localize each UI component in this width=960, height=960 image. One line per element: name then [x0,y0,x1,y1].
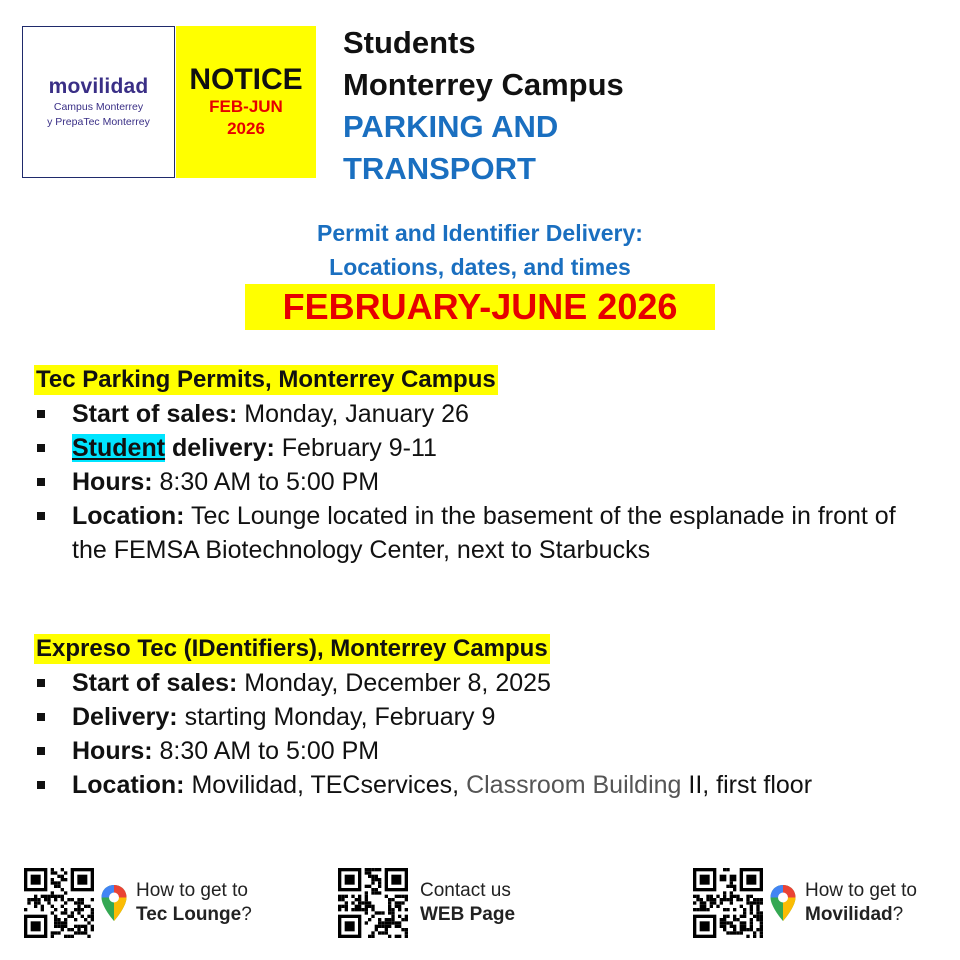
parking-permits-list [34,397,934,567]
map-pin-icon [769,884,797,922]
student-highlight: Student [72,434,166,462]
item-value: February 9-11 [274,434,437,462]
notice-badge [176,26,316,178]
header-topic-1: PARKING AND [343,109,559,144]
section-title: Tec Parking Permits, Monterrey Campus [36,366,496,393]
footer-link-web-page[interactable]: WEB Page [420,904,516,925]
page-header [343,22,624,190]
expreso-tec-section [34,634,934,802]
footer-suffix: ? [241,904,252,925]
list-item [34,431,934,465]
map-pin-icon [100,884,128,922]
subtitle [0,216,960,284]
item-value: Monday, December 8, 2025 [237,669,551,697]
notice-date-range: FEB-JUN [209,97,283,116]
list-item [34,397,934,431]
parking-permits-section [34,365,934,567]
footer-line: How to get to [136,880,248,901]
notice-title: NOTICE [189,63,303,96]
footer-tec-lounge-directions[interactable] [24,868,252,938]
expreso-tec-list [34,666,934,802]
section-title: Expreso Tec (IDentifiers), Monterrey Campus [36,635,548,662]
list-item [34,768,934,802]
item-label: delivery: [165,434,275,462]
list-item [34,700,934,734]
item-value: starting Monday, February 9 [177,703,496,731]
footer-link-movilidad[interactable]: Movilidad [805,904,893,925]
logo-subtitle-1: Campus Monterrey [53,101,144,113]
item-value: II, first floor [681,771,813,799]
qr-code-icon[interactable] [338,868,408,938]
list-item [34,499,934,567]
logo-subtitle-2: y PrepaTec Monterrey [47,116,150,128]
notice-date-year: 2026 [227,119,265,138]
bullet-icon [37,713,45,721]
item-value-building: Classroom Building [466,771,682,799]
footer-line: How to get to [805,880,917,901]
item-label: Start of sales: [72,400,238,428]
list-item [34,734,934,768]
bullet-icon [37,512,45,520]
list-item [34,666,934,700]
logo-wordmark: movilidad [48,75,149,98]
footer-line: Contact us [420,880,511,901]
item-label: Location: [72,502,185,530]
list-item [34,465,934,499]
header-topic-2: TRANSPORT [343,151,536,186]
period-banner: FEBRUARY-JUNE 2026 [245,284,715,330]
header-campus: Monterrey Campus [343,67,624,102]
footer-label [805,879,917,927]
bullet-icon [37,747,45,755]
bullet-icon [37,781,45,789]
item-label: Hours: [72,737,153,765]
footer-label [420,879,515,927]
item-value: Monday, January 26 [237,400,469,428]
item-label: Delivery: [72,703,178,731]
footer-link-tec-lounge[interactable]: Tec Lounge [136,904,242,925]
footer-movilidad-directions[interactable] [693,868,917,938]
qr-code-icon[interactable] [24,868,94,938]
item-value: 8:30 AM to 5:00 PM [152,737,380,765]
subtitle-line-1: Permit and Identifier Delivery: [317,220,643,246]
item-value: Tec Lounge located in the basement of the esplanade in front of the FEMSA Biotechnology Center, next to Starbucks [72,502,896,564]
footer-label [136,879,252,927]
item-label: Location: [72,771,185,799]
bullet-icon [37,478,45,486]
movilidad-logo [22,26,175,178]
bullet-icon [37,410,45,418]
subtitle-line-2: Locations, dates, and times [329,254,631,280]
item-label: Hours: [72,468,153,496]
footer-suffix: ? [892,904,904,925]
bullet-icon [37,679,45,687]
header-audience: Students [343,25,476,60]
qr-code-icon[interactable] [693,868,763,938]
item-value: Movilidad, TECservices, [184,771,467,799]
item-label: Start of sales: [72,669,238,697]
footer-contact[interactable] [338,868,515,938]
bullet-icon [37,444,45,452]
item-value: 8:30 AM to 5:00 PM [152,468,380,496]
